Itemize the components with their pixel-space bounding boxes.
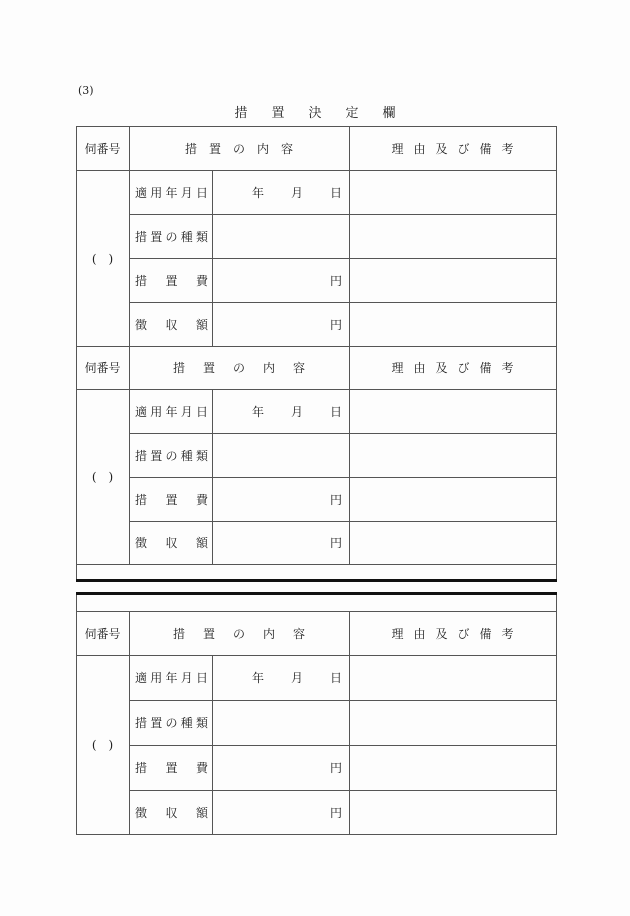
separator-line bbox=[76, 592, 557, 595]
row-value-field[interactable]: 年 月 日 bbox=[251, 671, 342, 685]
inquiry-no-field[interactable]: ( ) bbox=[91, 470, 114, 484]
remarks-field[interactable] bbox=[349, 214, 556, 258]
remarks-field[interactable] bbox=[349, 790, 556, 834]
row-value-field[interactable]: 年 月 日 bbox=[251, 185, 342, 200]
divider bbox=[76, 594, 77, 612]
separator-line bbox=[76, 579, 557, 582]
row-label: 徴 収 額 bbox=[135, 805, 208, 820]
remarks-field[interactable] bbox=[349, 170, 556, 214]
row-label: 措 置 の 種 類 bbox=[135, 448, 208, 463]
header-content: 措 置 の 内 容 bbox=[172, 626, 306, 641]
row-label: 措 置 の 種 類 bbox=[135, 229, 208, 244]
row-value-field[interactable]: 年 月 日 bbox=[251, 404, 342, 419]
divider bbox=[76, 126, 77, 347]
divider bbox=[76, 611, 557, 612]
row-value-field[interactable] bbox=[212, 214, 349, 258]
divider bbox=[76, 834, 557, 835]
row-value-field[interactable]: 円 bbox=[329, 761, 342, 775]
divider bbox=[556, 594, 557, 612]
divider bbox=[556, 611, 557, 835]
row-label: 適 用 年 月 日 bbox=[135, 404, 208, 419]
header-remarks: 理 由 及 び 備 考 bbox=[391, 626, 514, 641]
divider bbox=[212, 170, 213, 347]
page-title: 措 置 決 定 欄 bbox=[234, 106, 396, 121]
row-label: 徴 収 額 bbox=[135, 317, 208, 332]
divider bbox=[212, 389, 213, 565]
divider bbox=[129, 611, 130, 835]
remarks-field[interactable] bbox=[349, 655, 556, 700]
remarks-field[interactable] bbox=[349, 521, 556, 564]
header-inquiry-no: 伺番号 bbox=[84, 361, 121, 375]
divider bbox=[76, 170, 557, 171]
row-label: 徴 収 額 bbox=[135, 536, 208, 550]
remarks-field[interactable] bbox=[349, 389, 556, 433]
divider bbox=[349, 126, 350, 347]
row-label: 適 用 年 月 日 bbox=[135, 185, 208, 200]
header-content: 措 置 の 内 容 bbox=[184, 141, 294, 156]
row-value-field[interactable]: 円 bbox=[329, 273, 342, 288]
row-label: 措 置 費 bbox=[135, 273, 208, 288]
row-value-field[interactable]: 円 bbox=[329, 317, 342, 332]
divider bbox=[76, 346, 557, 347]
remarks-field[interactable] bbox=[349, 700, 556, 745]
divider bbox=[349, 346, 350, 565]
remarks-field[interactable] bbox=[349, 302, 556, 346]
remarks-field[interactable] bbox=[349, 745, 556, 790]
divider bbox=[76, 564, 557, 565]
header-remarks: 理 由 及 び 備 考 bbox=[391, 361, 514, 375]
header-content: 措 置 の 内 容 bbox=[172, 361, 306, 375]
remarks-field[interactable] bbox=[349, 433, 556, 477]
section-number: (3) bbox=[78, 84, 94, 97]
divider bbox=[349, 611, 350, 835]
divider bbox=[76, 389, 557, 390]
inquiry-no-field[interactable]: ( ) bbox=[91, 251, 114, 266]
remarks-field[interactable] bbox=[349, 258, 556, 302]
row-label: 措 置 の 種 類 bbox=[135, 716, 208, 730]
divider bbox=[556, 126, 557, 347]
row-value-field[interactable] bbox=[212, 700, 349, 745]
row-label: 適 用 年 月 日 bbox=[135, 671, 208, 685]
row-value-field[interactable]: 円 bbox=[329, 492, 342, 507]
row-label: 措 置 費 bbox=[135, 492, 208, 507]
divider bbox=[76, 655, 557, 656]
row-value-field[interactable]: 円 bbox=[329, 805, 342, 820]
divider bbox=[76, 346, 77, 565]
divider bbox=[76, 126, 557, 127]
divider bbox=[76, 611, 77, 835]
divider bbox=[212, 655, 213, 835]
divider bbox=[556, 346, 557, 565]
inquiry-no-field[interactable]: ( ) bbox=[91, 738, 114, 752]
row-value-field[interactable] bbox=[212, 433, 349, 477]
divider bbox=[129, 346, 130, 565]
row-label: 措 置 費 bbox=[135, 761, 208, 775]
header-remarks: 理 由 及 び 備 考 bbox=[391, 141, 514, 156]
header-inquiry-no: 伺番号 bbox=[84, 626, 121, 641]
divider bbox=[129, 126, 130, 347]
row-value-field[interactable]: 円 bbox=[329, 536, 342, 550]
header-inquiry-no: 伺番号 bbox=[84, 141, 121, 156]
remarks-field[interactable] bbox=[349, 477, 556, 521]
